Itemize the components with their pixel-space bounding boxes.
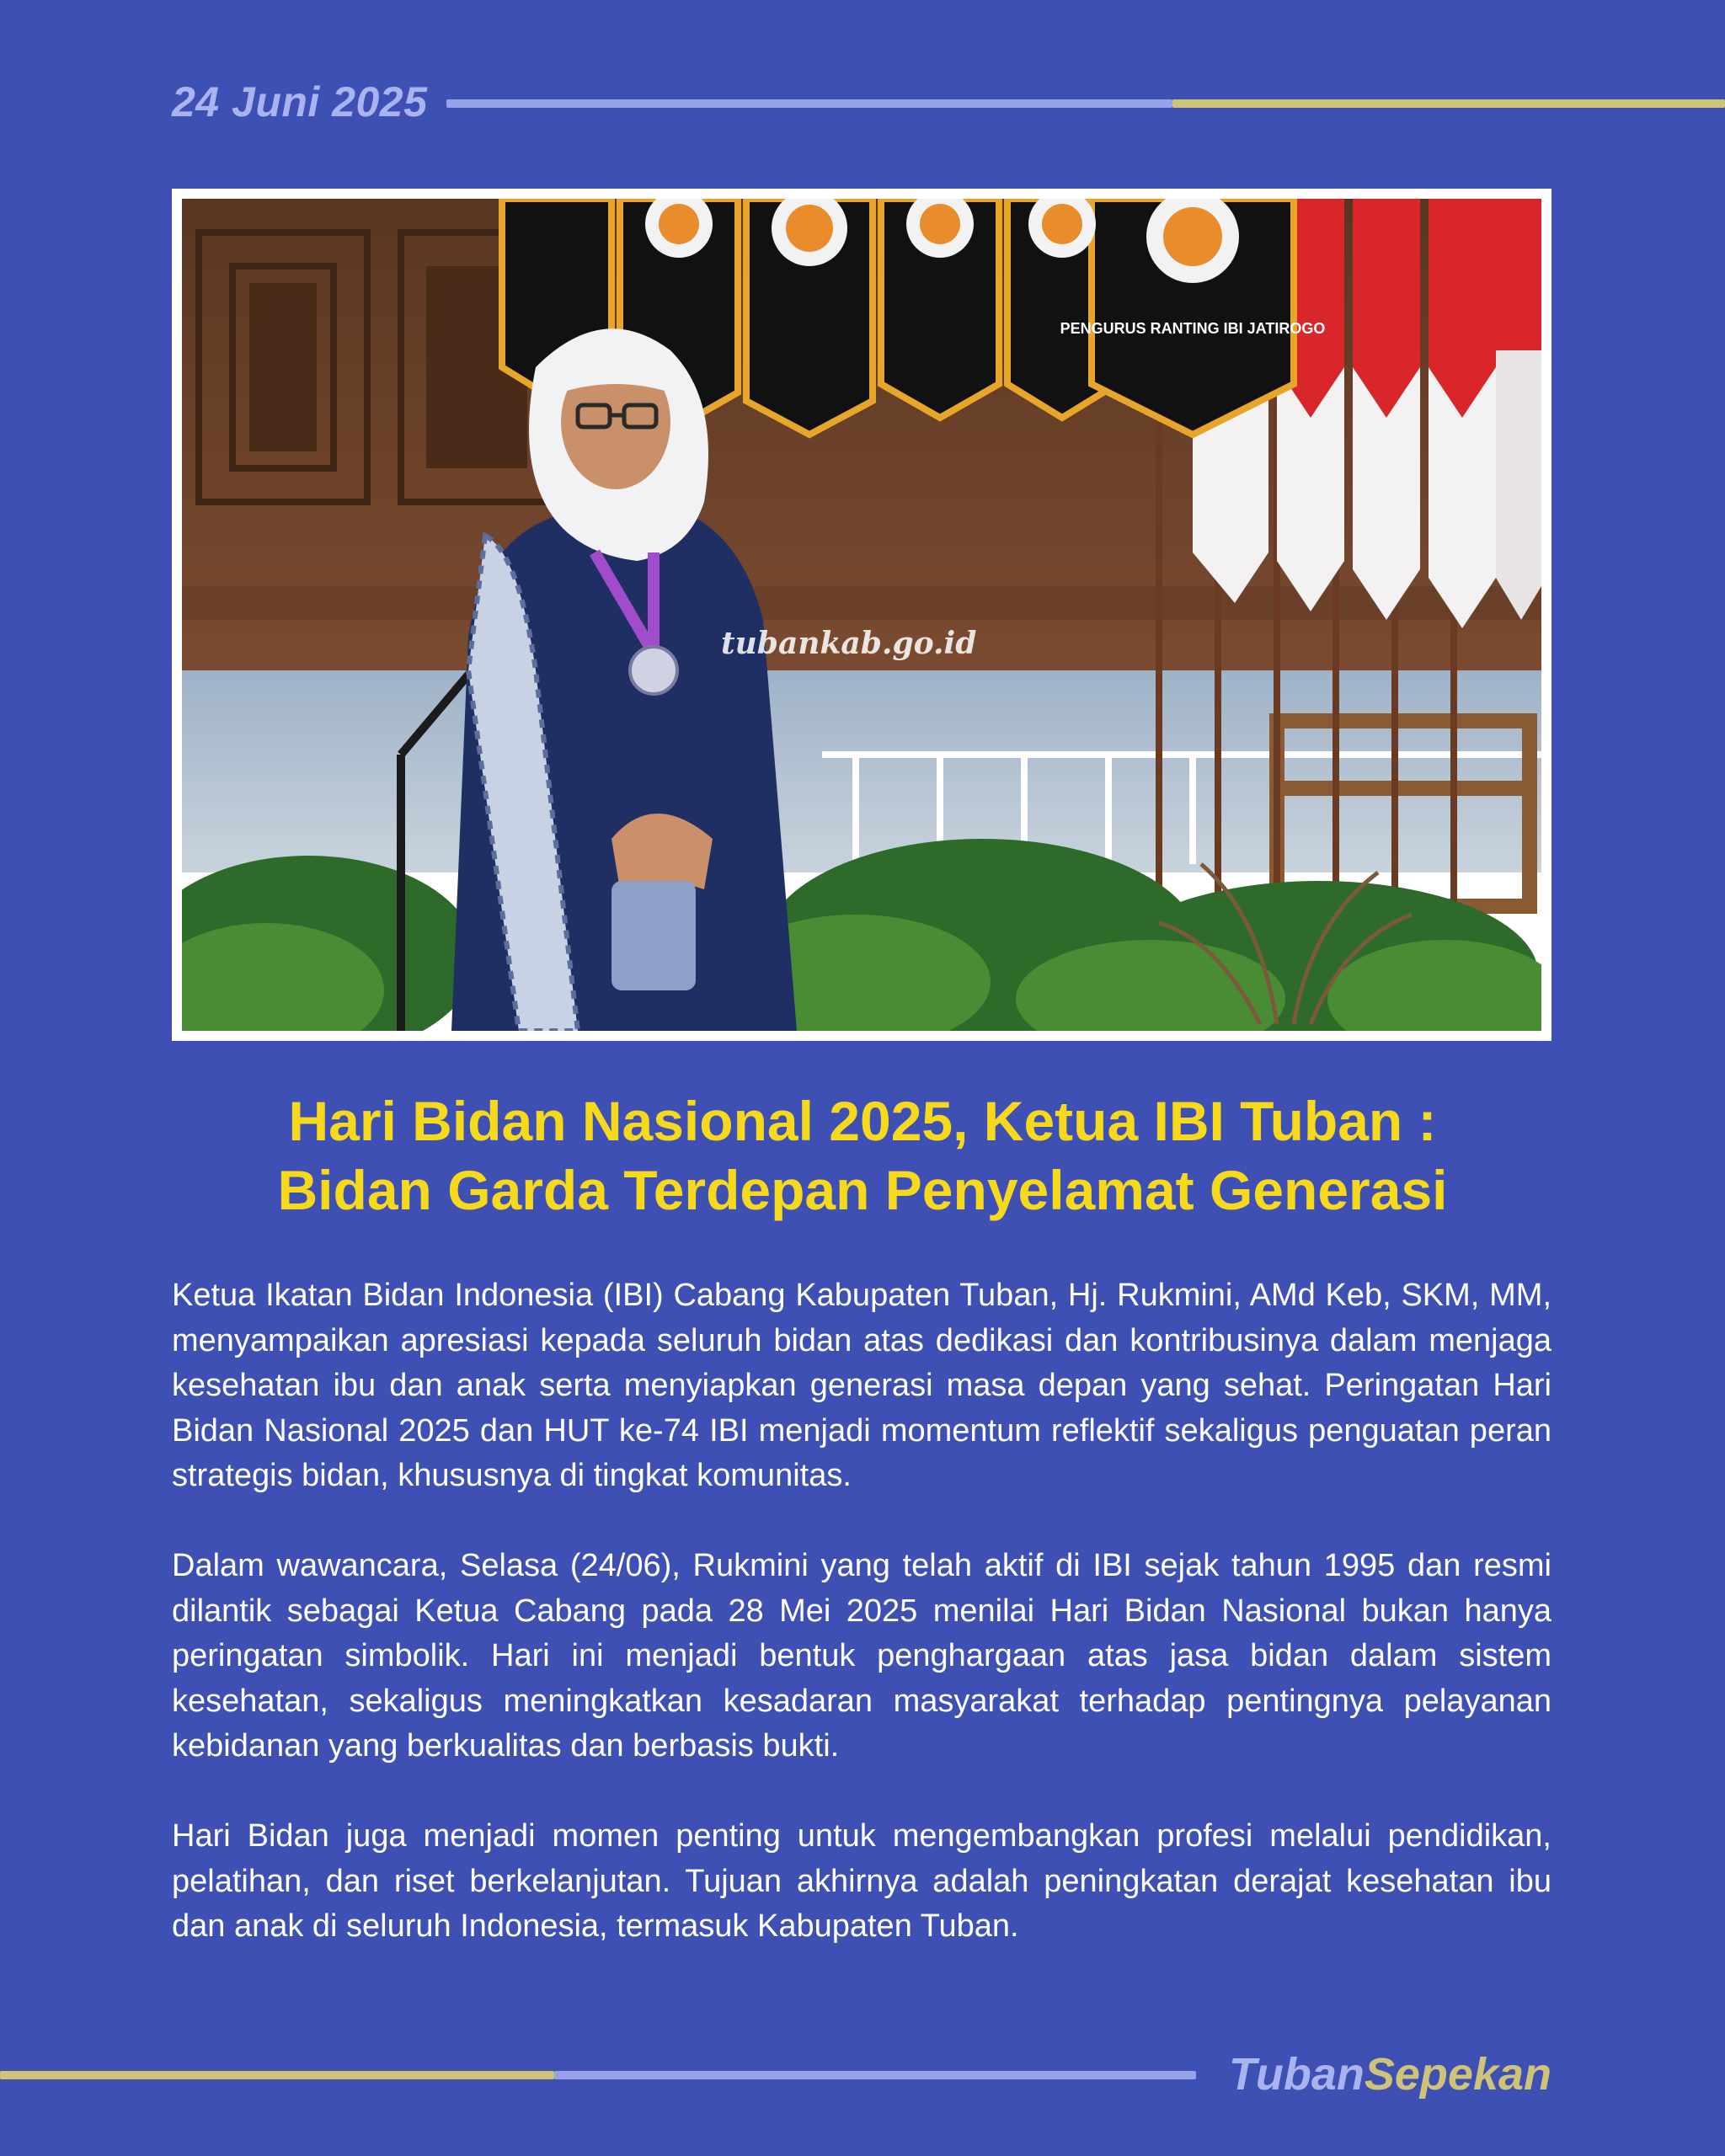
article-body [172, 1273, 1551, 1994]
article-title-line-1: Hari Bidan Nasional 2025, Ketua IBI Tuban : [288, 1090, 1437, 1152]
photo-illustration [182, 199, 1541, 1031]
article-photo-frame [172, 189, 1551, 1041]
publish-date: 24 Juni 2025 [172, 78, 428, 125]
photo-watermark: tubankab.go.id [721, 626, 977, 661]
article-title [126, 1086, 1599, 1225]
brand-logo [1229, 2045, 1551, 2104]
header-divider-light [446, 99, 1172, 108]
brand-logo-part-1: Tuban [1228, 2049, 1365, 2100]
article-photo [182, 199, 1541, 1031]
footer-divider-gold [0, 2071, 554, 2079]
article-title-line-2: Bidan Garda Terdepan Penyelamat Generasi [277, 1159, 1448, 1221]
article-paragraph: Dalam wawancara, Selasa (24/06), Rukmini yang telah aktif di IBI sejak tahun 1995 dan resmi dilantik sebagai Ketua Cabang pada 28 Mei 2025 menilai Hari Bidan Nasional bukan hanya peringatan simbolik. Hari ini menjadi bentuk penghargaan atas jasa bidan dalam sistem kesehatan, sekaligus meningkatkan kesadaran masyarakat terhadap pentingnya pelayanan kebidanan yang berkualitas dan berbasis bukti. [172, 1548, 1551, 1764]
footer-divider-light [554, 2071, 1196, 2079]
banner-text: PENGURUS RANTING IBI JATIROGO [1060, 320, 1326, 337]
article-paragraph: Ketua Ikatan Bidan Indonesia (IBI) Cabang Kabupaten Tuban, Hj. Rukmini, AMd Keb, SKM, MM, menyampaikan apresiasi kepada seluruh bidan atas dedikasi dan kontribusinya dalam menjaga kesehatan ibu dan anak serta menyiapkan generasi masa depan yang sehat. Peringatan Hari Bidan Nasional 2025 dan HUT ke-74 IBI menjadi momentum reflektif sekaligus penguatan peran strategis bidan, khususnya di tingkat komunitas. [172, 1278, 1551, 1493]
header-divider-gold [1172, 99, 1725, 108]
article-paragraph: Hari Bidan juga menjadi momen penting untuk mengembangkan profesi melalui pendidikan, pelatihan, dan riset berkelanjutan. Tujuan akhirnya adalah peningkatan derajat kesehatan ibu dan anak di seluruh Indonesia, termasuk Kabupaten Tuban. [172, 1818, 1551, 1944]
brand-logo-part-2: Sepekan [1364, 2049, 1551, 2100]
